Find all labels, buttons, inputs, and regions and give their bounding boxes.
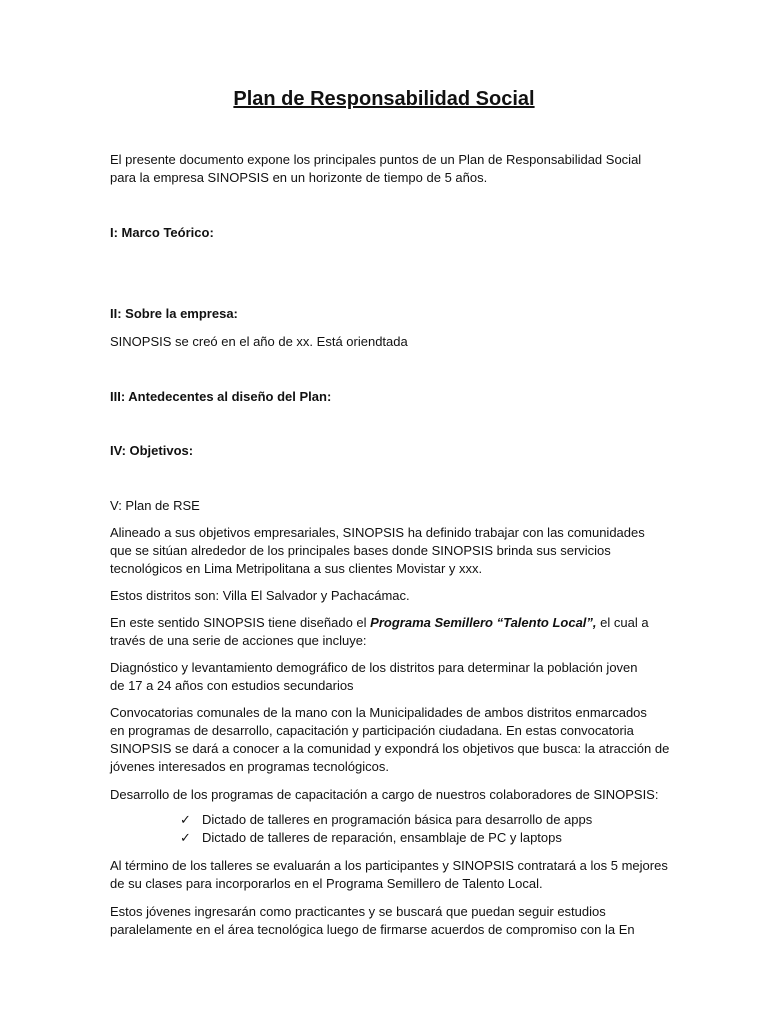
section-heading-empresa: II: Sobre la empresa: [110, 306, 238, 321]
alineado-line-2: que se sitúan alrededor de los principales bases donde SINOPSIS brinda sus servicios [110, 543, 611, 558]
checkmark-icon: ✓ [180, 812, 191, 827]
distritos-text: Estos distritos son: Villa El Salvador y Pachacámac. [110, 588, 410, 603]
jovenes-line-1: Estos jóvenes ingresarán como practicantes y se buscará que puedan seguir estudios [110, 904, 606, 919]
section-heading-objetivos: IV: Objetivos: [110, 443, 194, 458]
programa-name: Programa Semillero “Talento Local”, [370, 615, 597, 630]
alineado-line-1: Alineado a sus objetivos empresariales, SINOPSIS ha definido trabajar con las comunidades [110, 525, 645, 540]
document-title: Plan de Responsabilidad Social [233, 88, 535, 110]
section-heading-antecedentes: III: Antedecentes al diseño del Plan: [110, 389, 332, 404]
diagnostico-line-2: de 17 a 24 años con estudios secundarios [110, 678, 354, 693]
alineado-line-3: tecnológicos en Lima Metripolitana a sus clientes Movistar y xxx. [110, 561, 483, 576]
sentido-line-2: través de una serie de acciones que incluye: [110, 633, 367, 648]
empresa-text: SINOPSIS se creó en el año de xx. Está oriendtada [110, 334, 408, 349]
section-heading-plan-rse: V: Plan de RSE [110, 498, 200, 513]
desarrollo-text: Desarrollo de los programas de capacitación a cargo de nuestros colaboradores de SINOPSIS: [110, 787, 659, 802]
check-item-text: Dictado de talleres en programación básica para desarrollo de apps [202, 812, 593, 827]
intro-line-2: para la empresa SINOPSIS en un horizonte de tiempo de 5 años. [110, 170, 488, 185]
convocatorias-line-1: Convocatorias comunales de la mano con la Municipalidades de ambos distritos enmarcados [110, 705, 647, 720]
convocatorias-line-3: SINOPSIS se dará a conocer a la comunidad y expondrá los objetivos que busca: la atracción de [110, 741, 670, 756]
section-heading-marco: I: Marco Teórico: [110, 225, 214, 240]
diagnostico-line-1: Diagnóstico y levantamiento demográfico de los distritos para determinar la población joven [110, 660, 638, 675]
convocatorias-line-2: en programas de desarrollo, capacitación y participación ciudadana. En estas convocatoria [110, 723, 634, 738]
intro-line-1: El presente documento expone los principales puntos de un Plan de Responsabilidad Social [110, 152, 642, 167]
checkmark-icon: ✓ [180, 830, 191, 845]
convocatorias-line-4: jóvenes interesados en programas tecnológicos. [110, 759, 389, 774]
jovenes-line-2: paralelamente en el área tecnológica luego de firmarse acuerdos de compromiso con la En [110, 922, 635, 937]
check-item-text: Dictado de talleres de reparación, ensamblaje de PC y laptops [202, 830, 562, 845]
sentido-line-1 [110, 614, 670, 632]
sentido-post: el cual a [596, 615, 649, 630]
check-list-item [180, 829, 562, 847]
check-list-item [180, 811, 592, 829]
termino-line-1: Al término de los talleres se evaluarán a los participantes y SINOPSIS contratará a los 5 mejores [110, 858, 668, 873]
termino-line-2: de su clases para incorporarlos en el Programa Semillero de Talento Local. [110, 876, 543, 891]
sentido-pre: En este sentido SINOPSIS tiene diseñado el [110, 615, 371, 630]
